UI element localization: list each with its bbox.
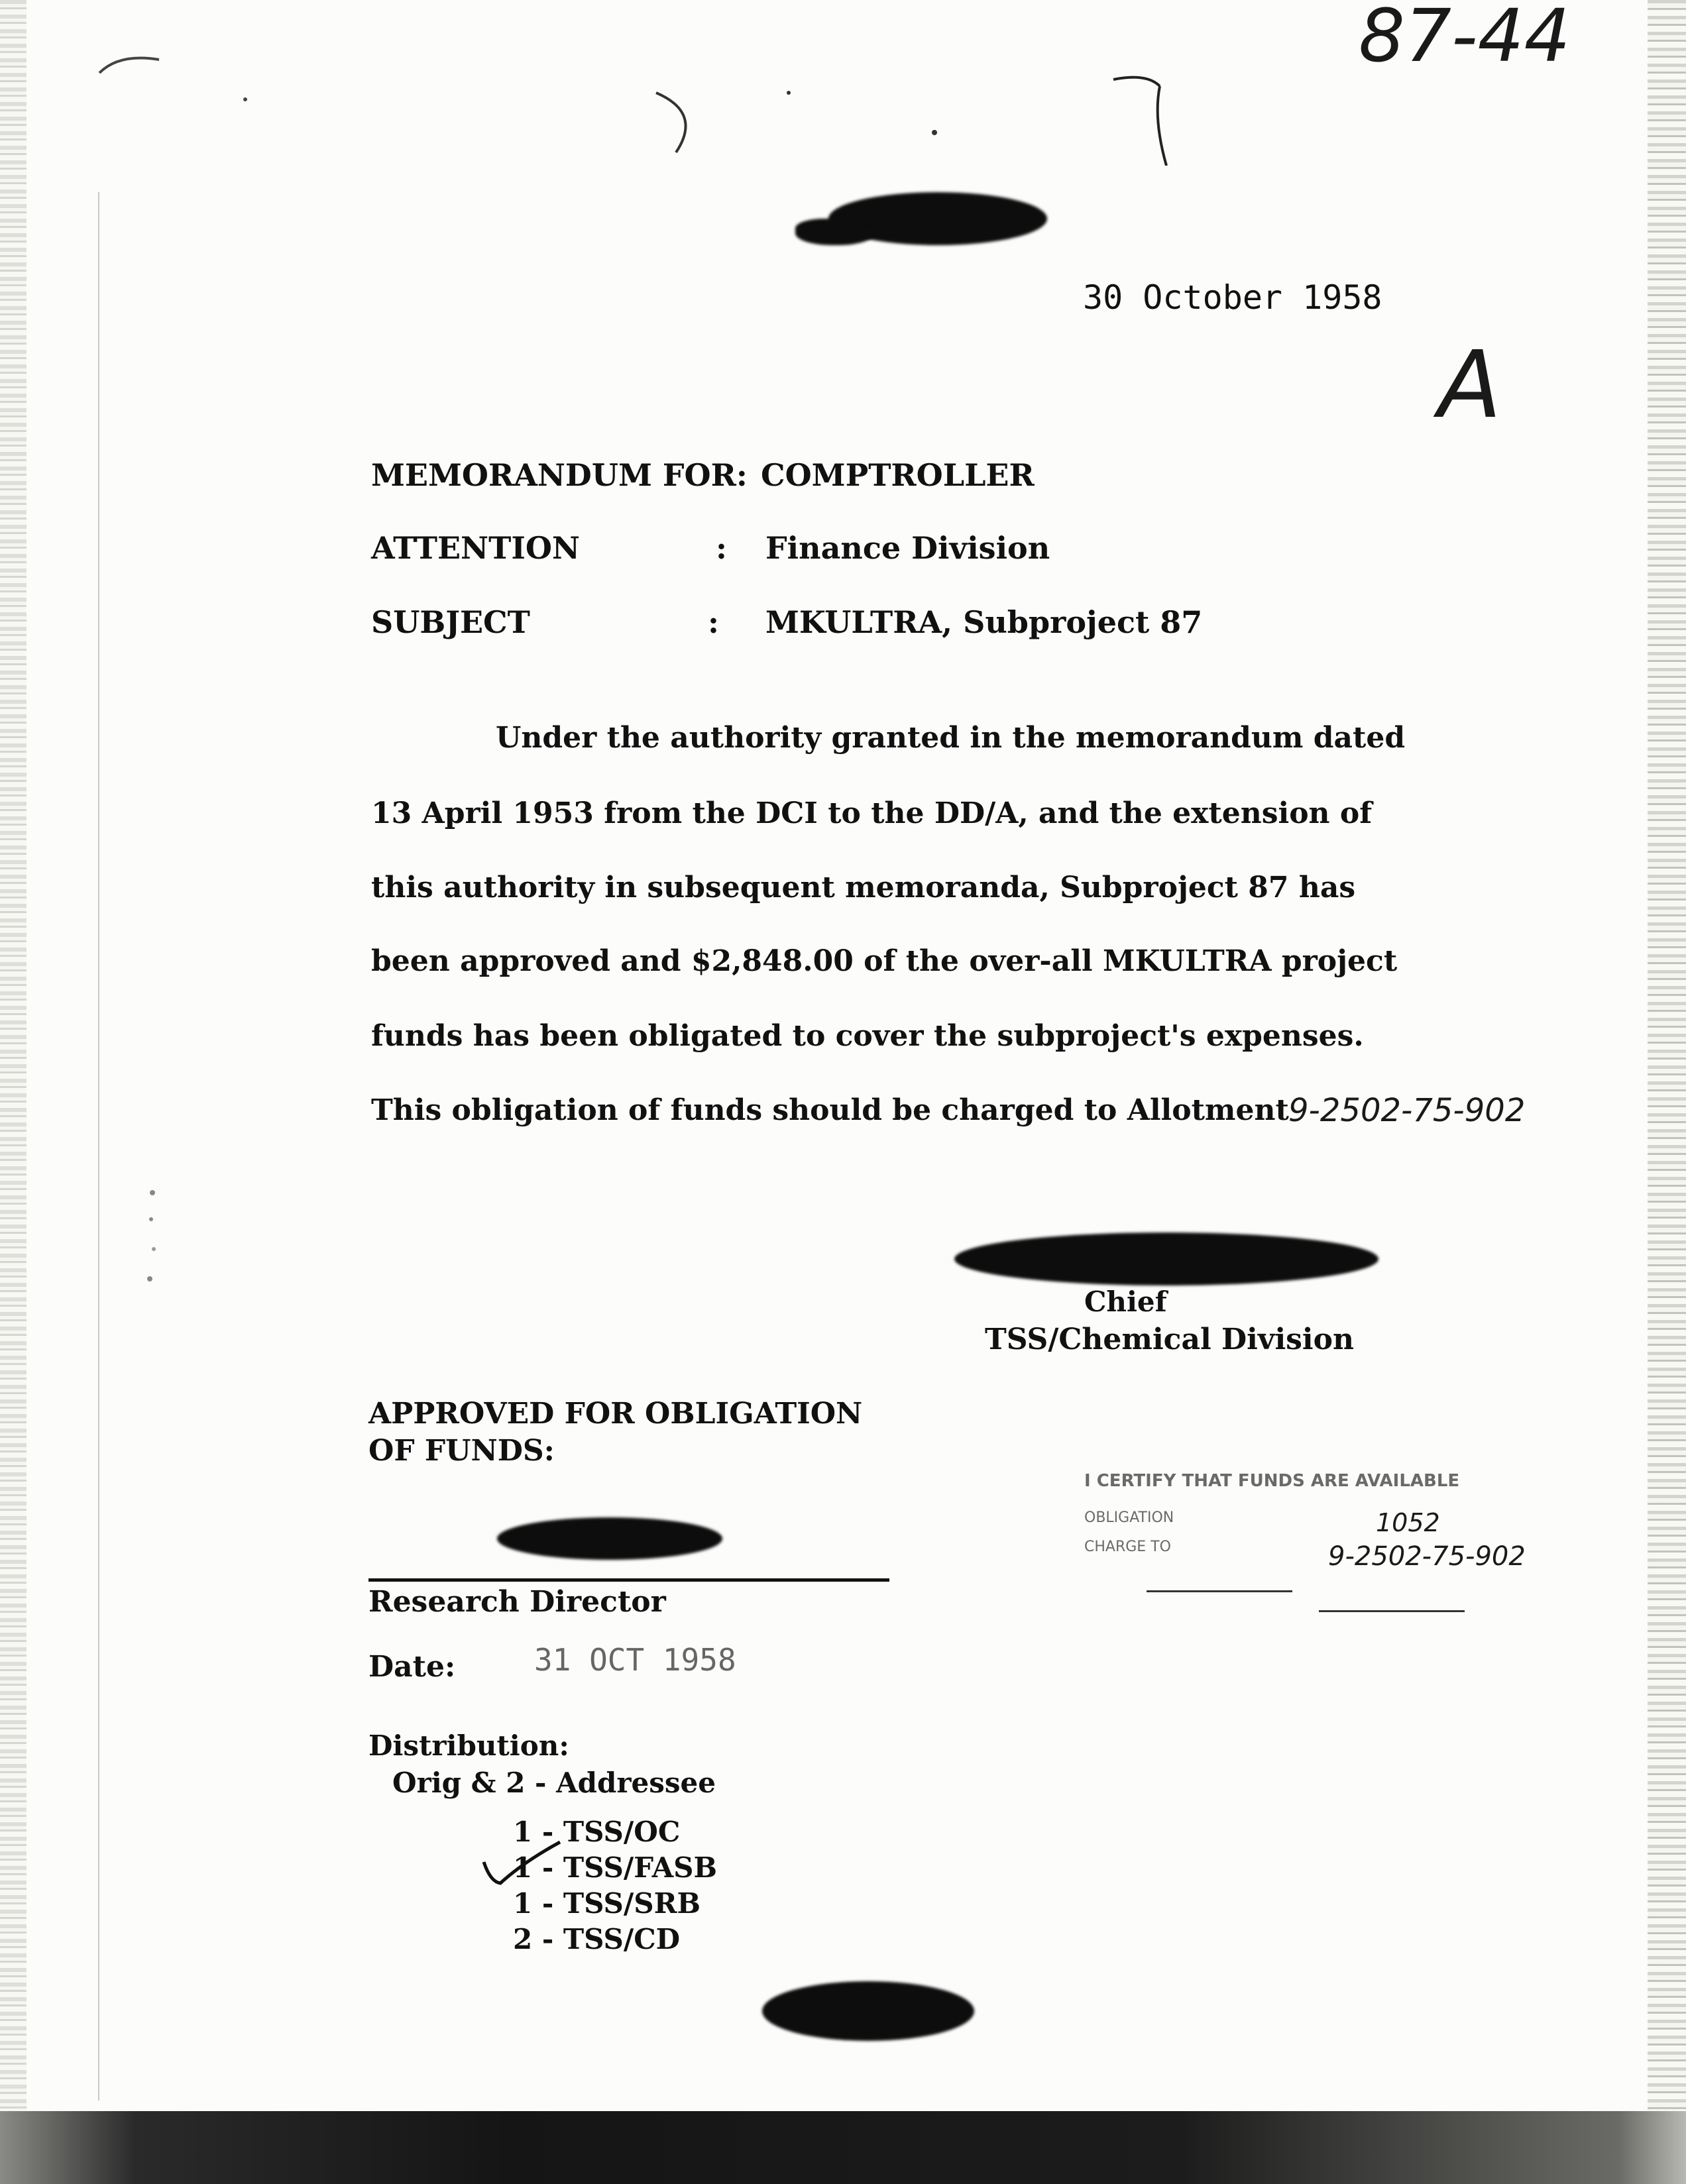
body-line: Under the authority granted in the memorandum dated — [496, 721, 1406, 755]
memo-for-value: COMPTROLLER — [761, 457, 1035, 493]
subject-colon: : — [708, 604, 719, 640]
stamp-rule — [1147, 1590, 1292, 1592]
scan-speckle-margin — [139, 1186, 166, 1292]
distribution-line: 1 - TSS/FASB — [513, 1851, 718, 1884]
subject-label: SUBJECT — [371, 604, 530, 640]
approval-date-label: Date: — [368, 1650, 456, 1684]
handwritten-allotment: 9-2502-75-902 — [1288, 1092, 1526, 1129]
stamp-handwritten-number: 1052 — [1376, 1508, 1440, 1537]
approval-signature-rule — [368, 1578, 889, 1582]
distribution-line: Orig & 2 - Addressee — [392, 1767, 716, 1799]
memo-for-label: MEMORANDUM FOR: — [371, 457, 748, 493]
checkmark-icon — [477, 1835, 570, 1895]
stamp-line: I CERTIFY THAT FUNDS ARE AVAILABLE — [1084, 1471, 1460, 1491]
handwritten-doc-number: 87-44 — [1359, 0, 1571, 78]
signature-division: TSS/Chemical Division — [985, 1323, 1354, 1356]
signature-title: Chief — [1084, 1285, 1167, 1318]
distribution-line: 2 - TSS/CD — [513, 1923, 681, 1955]
attention-colon: : — [716, 530, 727, 566]
body-line: this authority in subsequent memoranda, Subproject 87 has — [371, 871, 1356, 904]
approval-role: Research Director — [368, 1585, 666, 1619]
attention-label: ATTENTION — [371, 530, 580, 566]
body-line: This obligation of funds should be charged to Allotment — [371, 1093, 1289, 1127]
signature-redaction — [954, 1232, 1378, 1285]
stamp-line: OBLIGATION — [1084, 1509, 1174, 1526]
approver-redaction — [497, 1517, 722, 1560]
memo-date: 30 October 1958 — [1083, 278, 1382, 317]
approval-heading-line2: OF FUNDS: — [368, 1434, 555, 1468]
scan-edge-right — [1648, 0, 1686, 2184]
stamp-rule — [1319, 1610, 1465, 1612]
body-line: been approved and $2,848.00 of the over-all MKULTRA project — [371, 944, 1398, 978]
redaction-blot — [795, 219, 875, 245]
stamp-line: CHARGE TO — [1084, 1539, 1171, 1555]
body-line: 13 April 1953 from the DCI to the DD/A, and the extension of — [371, 796, 1373, 830]
approval-heading-line1: APPROVED FOR OBLIGATION — [368, 1397, 863, 1431]
distribution-line: 1 - TSS/SRB — [513, 1887, 701, 1920]
subject-value: MKULTRA, Subproject 87 — [765, 604, 1203, 640]
handwritten-letter-mark: A — [1438, 331, 1502, 439]
scan-margin-line — [98, 192, 99, 2101]
distribution-label: Distribution: — [368, 1729, 569, 1762]
redaction-blot — [762, 1981, 974, 2041]
stamp-handwritten-allotment: 9-2502-75-902 — [1328, 1541, 1526, 1572]
body-line: funds has been obligated to cover the subproject's expenses. — [371, 1019, 1364, 1053]
approval-date-stamp: 31 OCT 1958 — [534, 1642, 736, 1678]
scan-edge-left — [0, 0, 27, 2184]
scan-bottom-band — [0, 2111, 1686, 2184]
distribution-line: 1 - TSS/OC — [513, 1816, 681, 1848]
attention-value: Finance Division — [765, 530, 1050, 566]
scan-speckle-top — [60, 13, 1319, 166]
